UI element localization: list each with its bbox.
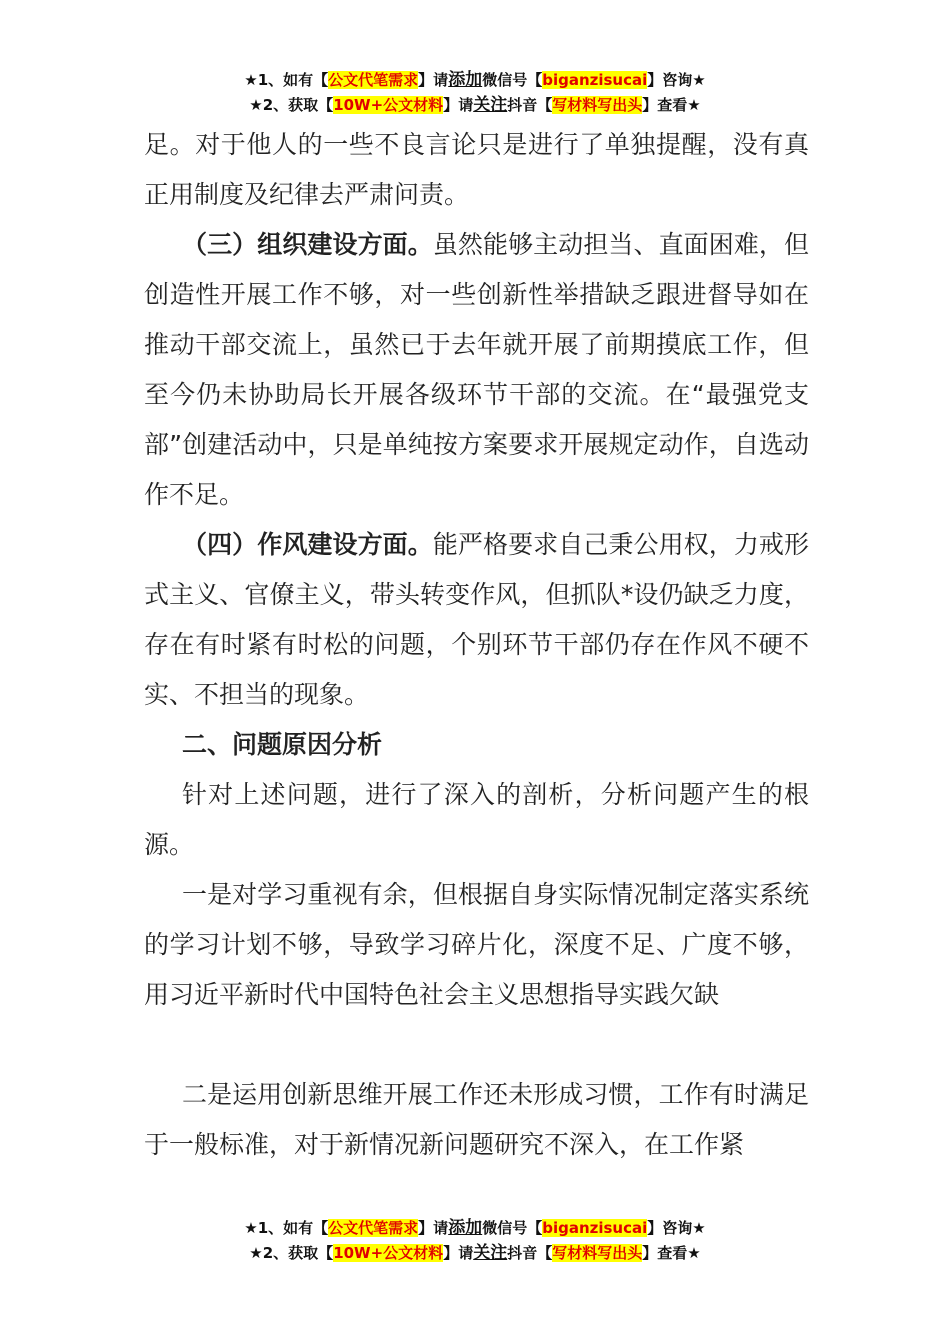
banner-text: ★1、如有【 (244, 71, 329, 89)
banner-text: 】请 (443, 96, 474, 114)
paragraph: 一是对学习重视有余，但根据自身实际情况制定落实系统的学习计划不够，导致学习碎片化，深度不足、广度不够，用习近平新时代中国特色社会主义思想指导实践欠缺 (144, 880, 809, 1009)
banner-highlight: 公文代笔需求 (328, 1219, 419, 1237)
banner-line-1 (0, 68, 950, 93)
banner-text: ★1、如有【 (244, 1219, 329, 1237)
banner-text: 】咨询★ (647, 71, 706, 89)
document-body (144, 120, 809, 1170)
banner-highlight: 写材料写出头 (552, 1244, 643, 1262)
paragraph: 二是运用创新思维开展工作还未形成习惯，工作有时满足于一般标准，对于新情况新问题研究不深入，在工作紧 (144, 1080, 809, 1159)
spacer (144, 1020, 809, 1070)
banner-highlight: 公文代笔需求 (328, 71, 419, 89)
banner-text: 】查看★ (642, 1244, 701, 1262)
header-banner (0, 68, 950, 118)
paragraph: 足。对于他人的一些不良言论只是进行了单独提醒，没有真正用制度及纪律去严肃问责。 (144, 130, 809, 209)
banner-highlight: biganzisucai (542, 1219, 648, 1237)
banner-emphasis: 关注 (473, 95, 508, 115)
footer-banner (0, 1216, 950, 1266)
banner-text: 抖音【 (507, 1244, 553, 1262)
banner-text: 】咨询★ (647, 1219, 706, 1237)
banner-line-2 (0, 1241, 950, 1266)
banner-text: ★2、获取【 (249, 96, 334, 114)
paragraph-text: 能严格要求自己秉公用权，力戒形式主义、官僚主义，带头转变作风，但抓队*设仍缺乏力度，存在有时紧有时松的问题，个别环节干部仍存在作风不硬不实、不担当的现象。 (144, 530, 809, 709)
section-title: 二、问题原因分析 (182, 730, 383, 759)
banner-text: 】请 (418, 1219, 449, 1237)
paragraph-text: 虽然能够主动担当、直面困难，但创造性开展工作不够，对一些创新性举措缺乏跟进督导如在推动干部交流上，虽然已于去年就开展了前期摸底工作，但至今仍未协助局长开展各级环节干部的交流。在“最强党支部”创建活动中，只是单纯按方案要求开展规定动作，自选动作不足。 (144, 230, 809, 509)
banner-text: ★2、获取【 (249, 1244, 334, 1262)
banner-highlight: 10W+公文材料 (333, 1244, 444, 1262)
banner-emphasis: 添加 (448, 70, 483, 90)
banner-text: 】请 (418, 71, 449, 89)
banner-text: 抖音【 (507, 96, 553, 114)
banner-highlight: biganzisucai (542, 71, 648, 89)
banner-text: 】查看★ (642, 96, 701, 114)
paragraph: 针对上述问题，进行了深入的剖析，分析问题产生的根源。 (144, 780, 809, 859)
banner-line-1 (0, 1216, 950, 1241)
banner-highlight: 10W+公文材料 (333, 96, 444, 114)
banner-text: 微信号【 (482, 1219, 543, 1237)
banner-emphasis: 关注 (473, 1243, 508, 1263)
banner-emphasis: 添加 (448, 1218, 483, 1238)
banner-highlight: 写材料写出头 (552, 96, 643, 114)
banner-text: 微信号【 (482, 71, 543, 89)
banner-line-2 (0, 93, 950, 118)
banner-text: 】请 (443, 1244, 474, 1262)
section-heading: （三）组织建设方面。 (182, 230, 433, 259)
paragraph (144, 220, 809, 520)
paragraph (144, 520, 809, 720)
section-heading: （四）作风建设方面。 (182, 530, 433, 559)
